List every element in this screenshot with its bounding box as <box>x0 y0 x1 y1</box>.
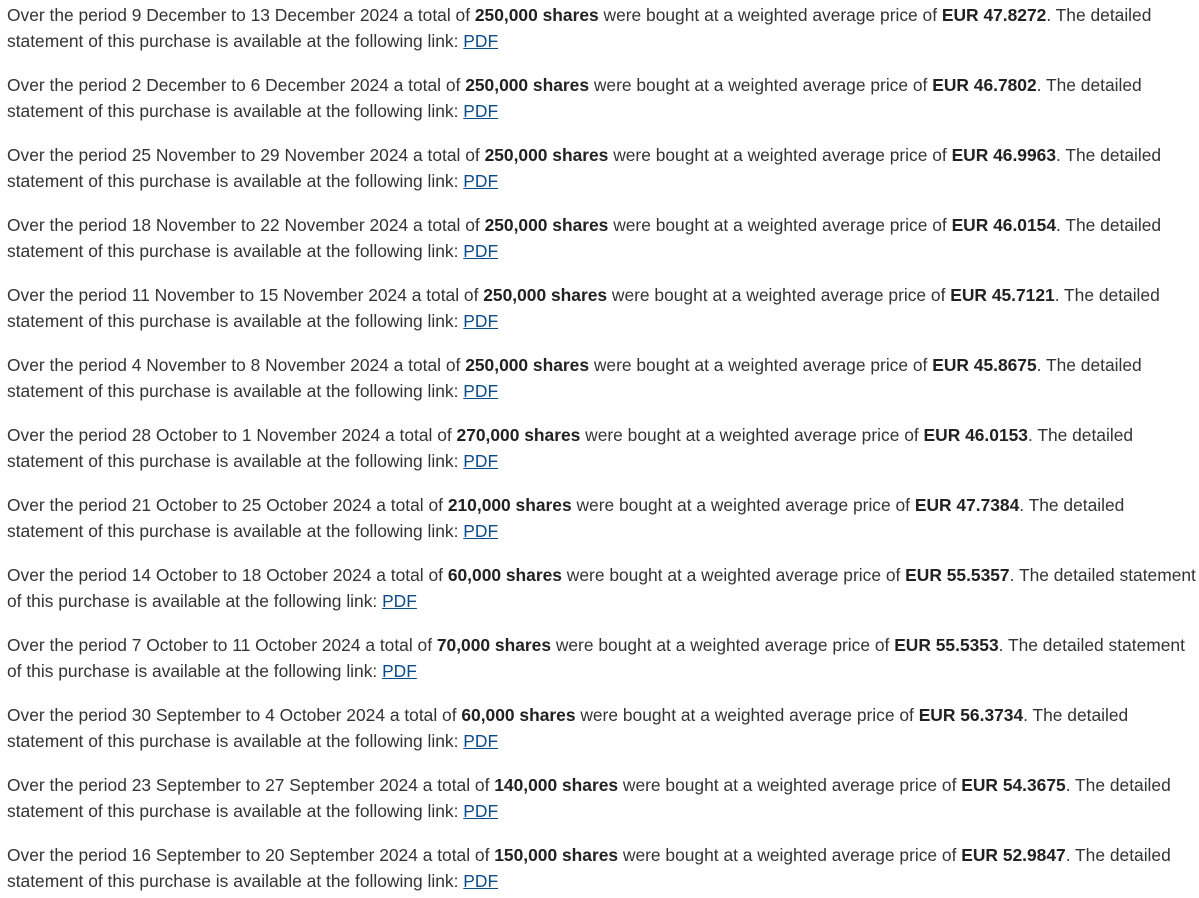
entry-tail: . The detailed statement of this purchase is available at the following link: <box>7 775 1171 821</box>
entry-bought-text: were bought at a weighted average price of <box>580 425 924 445</box>
entry-prefix: Over the period <box>7 145 132 165</box>
entry-price-value: 52.9847 <box>1002 845 1066 865</box>
entry-price-value: 47.7384 <box>956 495 1020 515</box>
entry-shares <box>448 565 562 585</box>
purchase-entry <box>7 702 1197 754</box>
entry-tail: . The detailed statement of this purchase is available at the following link: <box>7 285 1160 331</box>
entry-period: 7 October to 11 October 2024 <box>131 635 361 655</box>
entry-shares-count: 150,000 <box>494 845 558 865</box>
entry-prefix: Over the period <box>7 635 132 655</box>
entry-prefix: Over the period <box>7 75 132 95</box>
pdf-link[interactable]: PDF <box>382 661 417 681</box>
entry-price <box>894 635 998 655</box>
entry-shares <box>475 5 599 25</box>
entry-tail: . The detailed statement of this purchase is available at the following link: <box>7 425 1134 471</box>
entry-price <box>961 775 1065 795</box>
entry-bought-text: were bought at a weighted average price of <box>561 565 906 585</box>
entry-price-currency: EUR <box>941 5 984 25</box>
entry-shares-suffix: shares <box>501 565 562 585</box>
purchase-entry <box>7 632 1197 684</box>
pdf-link[interactable]: PDF <box>463 311 499 331</box>
entry-shares-count: 60,000 <box>447 565 502 585</box>
entry-shares <box>494 845 618 865</box>
entry-price-value: 46.0154 <box>993 215 1056 235</box>
purchase-entry <box>7 772 1197 824</box>
entry-bought-text: were bought at a weighted average price of <box>551 635 895 655</box>
entry-total-text: a total of <box>385 705 462 725</box>
entry-bought-text: were bought at a weighted average price of <box>571 495 915 515</box>
entry-price-value: 47.8272 <box>983 5 1047 25</box>
entry-price-value: 45.8675 <box>973 355 1037 375</box>
entry-price <box>950 285 1054 305</box>
purchase-entry <box>7 2 1197 54</box>
pdf-link[interactable]: PDF <box>463 871 499 891</box>
entry-shares-suffix: shares <box>546 285 608 305</box>
entry-shares-suffix: shares <box>557 775 619 795</box>
entry-tail: . The detailed statement of this purchase is available at the following link: <box>7 495 1125 541</box>
entry-shares-suffix: shares <box>528 75 590 95</box>
entry-price-value: 54.3675 <box>1002 775 1066 795</box>
pdf-link[interactable]: PDF <box>463 171 499 191</box>
entry-total-text: a total of <box>380 425 457 445</box>
entry-shares <box>437 635 551 655</box>
entry-tail: . The detailed statement of this purchase is available at the following link: <box>7 145 1162 191</box>
entry-shares <box>494 775 618 795</box>
entry-shares <box>465 75 589 95</box>
entry-tail: . The detailed statement of this purchase is available at the following link: <box>7 5 1152 51</box>
entry-price-currency: EUR <box>905 565 947 585</box>
entry-tail: . The detailed statement of this purchase is available at the following link: <box>7 355 1142 401</box>
entry-prefix: Over the period <box>7 215 132 235</box>
entry-period: 30 September to 4 October 2024 <box>131 705 385 725</box>
entry-total-text: a total of <box>360 635 437 655</box>
entry-tail: . The detailed statement of this purchase is available at the following link: <box>7 75 1142 121</box>
entry-period: 16 September to 20 September 2024 <box>131 845 418 865</box>
entry-price-currency: EUR <box>918 705 961 725</box>
entry-shares-count: 250,000 <box>483 285 547 305</box>
entry-price-value: 56.3734 <box>960 705 1024 725</box>
entry-period: 9 December to 13 December 2024 <box>131 5 399 25</box>
entry-price <box>961 845 1065 865</box>
entry-prefix: Over the period <box>7 845 132 865</box>
entry-prefix: Over the period <box>7 495 132 515</box>
entry-prefix: Over the period <box>7 355 132 375</box>
entry-period: 25 November to 29 November 2024 <box>131 145 409 165</box>
entry-shares <box>485 215 609 235</box>
entry-shares <box>483 285 607 305</box>
entry-price <box>942 5 1046 25</box>
entry-shares-count: 140,000 <box>494 775 558 795</box>
purchase-entry <box>7 212 1197 264</box>
entry-period: 18 November to 22 November 2024 <box>131 215 409 235</box>
entry-shares-suffix: shares <box>528 355 590 375</box>
entry-total-text: a total of <box>406 285 484 305</box>
entry-prefix: Over the period <box>7 425 132 445</box>
entry-shares-count: 210,000 <box>447 495 511 515</box>
entry-price-value: 45.7121 <box>991 285 1055 305</box>
entry-price <box>952 145 1056 165</box>
entry-prefix: Over the period <box>7 705 132 725</box>
entry-period: 23 September to 27 September 2024 <box>131 775 418 795</box>
purchase-entry <box>7 142 1197 194</box>
entry-price-currency: EUR <box>950 285 992 305</box>
entry-shares-suffix: shares <box>537 5 599 25</box>
entry-shares-count: 250,000 <box>465 75 529 95</box>
entry-tail: . The detailed statement of this purchase is available at the following link: <box>7 635 1185 681</box>
entry-shares-count: 250,000 <box>474 5 538 25</box>
entry-price-value: 55.5353 <box>935 635 999 655</box>
entry-price-currency: EUR <box>951 215 994 235</box>
entry-period: 28 October to 1 November 2024 <box>131 425 381 445</box>
entry-total-text: a total of <box>388 75 466 95</box>
entry-shares-suffix: shares <box>547 145 609 165</box>
entry-price-currency: EUR <box>951 145 994 165</box>
purchase-entry <box>7 492 1197 544</box>
entry-bought-text: were bought at a weighted average price of <box>607 285 951 305</box>
entry-shares <box>461 705 575 725</box>
entry-shares-suffix: shares <box>490 635 551 655</box>
entry-price <box>952 215 1056 235</box>
entry-shares-count: 250,000 <box>465 355 529 375</box>
entry-total-text: a total of <box>371 565 448 585</box>
entry-price <box>915 495 1019 515</box>
purchase-entry <box>7 72 1197 124</box>
entry-shares-count: 250,000 <box>484 215 548 235</box>
entry-shares <box>448 495 572 515</box>
entry-price <box>932 75 1036 95</box>
pdf-link[interactable]: PDF <box>382 591 417 611</box>
entry-period: 2 December to 6 December 2024 <box>131 75 389 95</box>
pdf-link[interactable]: PDF <box>463 241 499 261</box>
entry-total-text: a total of <box>408 215 485 235</box>
entry-bought-text: were bought at a weighted average price of <box>608 145 952 165</box>
entry-total-text: a total of <box>417 845 495 865</box>
entry-price <box>919 705 1023 725</box>
entry-shares-count: 270,000 <box>456 425 520 445</box>
entry-shares <box>465 355 589 375</box>
entry-shares-suffix: shares <box>547 215 609 235</box>
pdf-link[interactable]: PDF <box>463 451 499 471</box>
entry-shares <box>457 425 581 445</box>
entry-shares-count: 60,000 <box>461 705 515 725</box>
entry-bought-text: were bought at a weighted average price of <box>589 355 933 375</box>
entry-price-value: 46.9963 <box>993 145 1056 165</box>
entry-price <box>924 425 1028 445</box>
entry-tail: . The detailed statement of this purchase is available at the following link: <box>7 215 1162 261</box>
entry-price-currency: EUR <box>923 425 966 445</box>
entry-prefix: Over the period <box>7 775 132 795</box>
entry-bought-text: were bought at a weighted average price of <box>598 5 942 25</box>
entry-prefix: Over the period <box>7 5 132 25</box>
entry-total-text: a total of <box>398 5 475 25</box>
purchase-entry <box>7 282 1197 334</box>
entry-price-currency: EUR <box>961 775 1003 795</box>
entry-total-text: a total of <box>388 355 466 375</box>
entry-tail: . The detailed statement of this purchase is available at the following link: <box>7 565 1196 611</box>
entry-shares-suffix: shares <box>514 705 576 725</box>
entry-price-currency: EUR <box>961 845 1003 865</box>
entry-shares-suffix: shares <box>519 425 581 445</box>
entry-bought-text: were bought at a weighted average price of <box>589 75 933 95</box>
entry-shares-suffix: shares <box>510 495 572 515</box>
pdf-link[interactable]: PDF <box>463 521 499 541</box>
pdf-link[interactable]: PDF <box>463 731 499 751</box>
entry-price <box>932 355 1036 375</box>
entry-price-currency: EUR <box>914 495 957 515</box>
entry-tail: . The detailed statement of this purchase is available at the following link: <box>7 705 1129 751</box>
pdf-link[interactable]: PDF <box>463 381 499 401</box>
purchase-entry <box>7 842 1197 894</box>
entry-shares-suffix: shares <box>557 845 619 865</box>
pdf-link[interactable]: PDF <box>463 101 499 121</box>
entry-price-currency: EUR <box>932 355 974 375</box>
entry-shares <box>485 145 609 165</box>
entry-shares-count: 70,000 <box>436 635 491 655</box>
entry-price-currency: EUR <box>894 635 936 655</box>
entry-shares-count: 250,000 <box>484 145 548 165</box>
entry-total-text: a total of <box>417 775 495 795</box>
entry-bought-text: were bought at a weighted average price of <box>608 215 952 235</box>
entry-period: 21 October to 25 October 2024 <box>131 495 372 515</box>
entry-price <box>905 565 1009 585</box>
pdf-link[interactable]: PDF <box>463 31 499 51</box>
pdf-link[interactable]: PDF <box>463 801 499 821</box>
purchase-entry <box>7 422 1197 474</box>
purchase-entry <box>7 562 1197 614</box>
entry-period: 4 November to 8 November 2024 <box>131 355 389 375</box>
entry-period: 11 November to 15 November 2024 <box>131 285 407 305</box>
entry-price-currency: EUR <box>932 75 974 95</box>
entry-prefix: Over the period <box>7 285 132 305</box>
purchase-entry <box>7 352 1197 404</box>
entry-price-value: 46.0153 <box>965 425 1028 445</box>
entry-bought-text: were bought at a weighted average price of <box>618 775 962 795</box>
entry-total-text: a total of <box>408 145 485 165</box>
entry-bought-text: were bought at a weighted average price of <box>575 705 919 725</box>
entry-tail: . The detailed statement of this purchase is available at the following link: <box>7 845 1171 891</box>
entry-total-text: a total of <box>371 495 448 515</box>
entry-period: 14 October to 18 October 2024 <box>131 565 372 585</box>
entry-price-value: 46.7802 <box>973 75 1037 95</box>
entry-price-value: 55.5357 <box>946 565 1010 585</box>
entry-bought-text: were bought at a weighted average price of <box>618 845 962 865</box>
entry-prefix: Over the period <box>7 565 132 585</box>
